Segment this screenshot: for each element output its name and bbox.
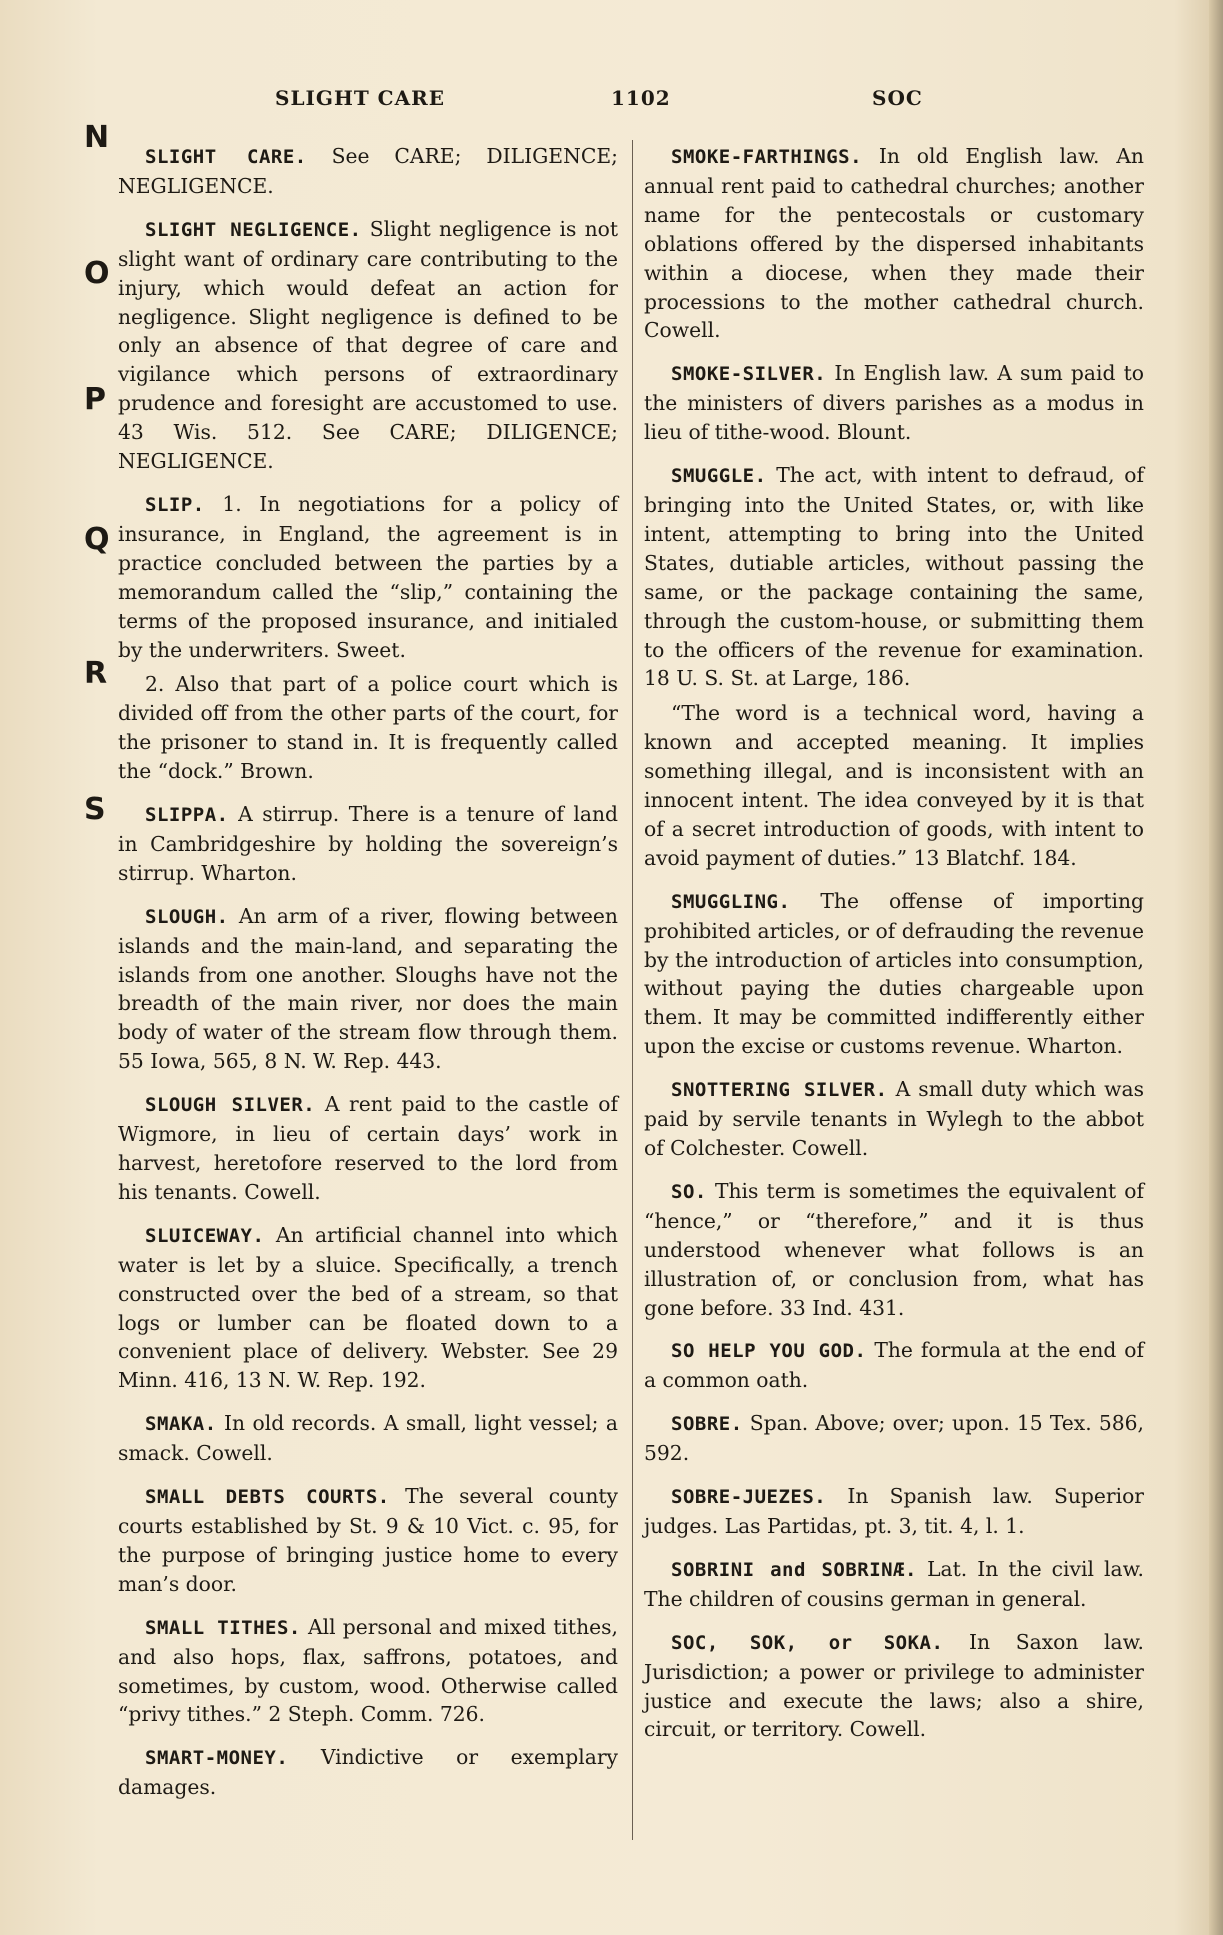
- entry-headword: SOBRE-JUEZES.: [671, 1486, 827, 1509]
- entry-definition: In Saxon law. Jurisdiction; a power or privilege to administer justice and execute the laws; also a shire, circuit, or territory. Cowell.: [644, 1629, 1145, 1742]
- thumb-index-letter: S: [84, 792, 106, 827]
- entry-headword: SMUGGLE.: [671, 465, 767, 488]
- running-header: [275, 86, 923, 116]
- dictionary-entry-continuation: [118, 670, 618, 786]
- entry-definition: The formula at the end of a common oath.: [644, 1338, 1144, 1393]
- entry-headword: SMOKE-SILVER.: [671, 363, 827, 386]
- entry-definition: Lat. In the civil law. The children of cousins german in general.: [644, 1556, 1144, 1611]
- entry-definition: The several county courts established by St. 9 & 10 Vict. c. 95, for the purpose of bringing justice home to every man’s door.: [118, 1484, 618, 1596]
- entry-definition: The act, with intent to defraud, of bringing into the United States, or, with like intent, attempting to bring into the United States, dutiable articles, without passing the same, or the package containing the same, through the custom-house, or submitting them to the officers of the revenue for examination. 18 U. S. St. at Large, 186.: [644, 463, 1144, 691]
- thumb-index-letter: P: [84, 382, 106, 417]
- entry-definition: See CARE; DILIGENCE; NEGLIGENCE.: [118, 144, 618, 198]
- dictionary-entry: [118, 902, 618, 1076]
- entry-headword: SNOTTERING SILVER.: [671, 1079, 888, 1102]
- entry-headword: SOBRE.: [671, 1413, 743, 1436]
- entry-headword: SOC, SOK, or SOKA.: [671, 1631, 944, 1654]
- entry-definition: Span. Above; over; upon. 15 Tex. 586, 592.: [644, 1411, 1144, 1466]
- dictionary-entry: [118, 1482, 618, 1599]
- entry-headword: SLUICEWAY.: [145, 1224, 265, 1247]
- entry-definition: The offense of importing prohibited articles, or of defrauding the revenue by the introduction of articles into consumption, without paying the duties chargeable upon them. It may be committed indifferently either upon the excise or customs revenue. Wharton.: [644, 888, 1144, 1059]
- dictionary-entry: [118, 1613, 618, 1730]
- entry-definition: A rent paid to the castle of Wigmore, in lieu of certain days’ work in harvest, heretofore reserved to the lord from his tenants. Cowell.: [118, 1092, 618, 1204]
- entry-headword: SLIGHT CARE.: [145, 146, 307, 168]
- thumb-index-letter: O: [84, 256, 110, 291]
- entry-headword: SO HELP YOU GOD.: [671, 1340, 867, 1363]
- entry-headword: SOBRINI and SOBRINÆ.: [671, 1558, 917, 1581]
- dictionary-entry: [644, 1177, 1144, 1323]
- entry-headword: SO.: [671, 1180, 707, 1203]
- column-divider: [632, 140, 633, 1840]
- entry-definition: All personal and mixed tithes, and also hops, flax, saffrons, potatoes, and sometimes, by custom, wood. Otherwise called “privy tithes.” 2 Steph. Comm. 726.: [118, 1614, 618, 1727]
- dictionary-entry: [644, 359, 1144, 447]
- dictionary-entry: [644, 887, 1144, 1061]
- entry-headword: SMALL DEBTS COURTS.: [145, 1486, 390, 1509]
- dictionary-entry: [644, 142, 1144, 345]
- entry-definition: In old records. A small, light vessel; a smack. Cowell.: [118, 1411, 618, 1466]
- entry-headword: SMAKA.: [145, 1413, 217, 1436]
- dictionary-entry: [118, 800, 618, 888]
- thumb-index-letter: N: [84, 120, 110, 155]
- entry-headword: SMOKE-FARTHINGS.: [671, 146, 863, 168]
- dictionary-entry: [118, 142, 618, 201]
- entry-headword: SLIP.: [145, 493, 205, 516]
- book-spine-edge: [1209, 0, 1223, 1935]
- dictionary-entry-quotation: [644, 699, 1144, 872]
- dictionary-entry: [644, 1336, 1144, 1395]
- entry-definition: A stirrup. There is a tenure of land in Cambridgeshire by holding the sovereign’s stirrup. Wharton.: [118, 802, 618, 885]
- entry-definition: 1. In negotiations for a policy of insurance, in England, the agreement is in practice concluded between the parties by a memorandum called the “slip,” containing the terms of the proposed insurance, and initialed by the underwriters. Sweet.: [118, 491, 618, 662]
- entry-definition: An arm of a river, flowing between islands and the main-land, and separating the islands from one another. Sloughs have not the breadth of the main river, nor does the main body of water of the stream flow through them. 55 Iowa, 565, 8 N. W. Rep. 443.: [118, 903, 618, 1074]
- dictionary-entry: [644, 461, 1144, 693]
- dictionary-entry: [644, 1482, 1144, 1541]
- dictionary-entry: [118, 1090, 618, 1207]
- right-column: [644, 142, 1144, 1758]
- dictionary-entry: [644, 1628, 1144, 1745]
- entry-headword: SLOUGH SILVER.: [145, 1094, 316, 1117]
- entry-definition: In English law. A sum paid to the ministers of divers parishes as a modus in lieu of tithe-wood. Blount.: [644, 361, 1144, 445]
- entry-definition: An artificial channel into which water is let by a sluice. Specifically, a trench constructed over the bed of a stream, so that logs or lumber can be floated down to a convenient place of delivery. Webster. See 29 Minn. 416, 13 N. W. Rep. 192.: [118, 1222, 618, 1393]
- entry-definition: A small duty which was paid by servile tenants in Wylegh to the abbot of Colchester. Cowell.: [644, 1077, 1144, 1160]
- entry-headword: SMUGGLING.: [671, 890, 791, 913]
- entry-headword: SLIPPA.: [145, 804, 229, 827]
- header-guide-word-left: SLIGHT CARE: [275, 86, 445, 110]
- entry-definition: In Spanish law. Superior judges. Las Partidas, pt. 3, tit. 4, l. 1.: [644, 1484, 1145, 1538]
- thumb-index-letter: R: [84, 656, 108, 691]
- entry-headword: SMALL TITHES.: [145, 1616, 301, 1639]
- dictionary-entry: [118, 1743, 618, 1802]
- left-column: [118, 142, 618, 1816]
- entry-definition: 2. Also that part of a police court which is divided off from the other parts of the court, for the prisoner to stand in. It is frequently called the “dock.” Brown.: [118, 672, 618, 784]
- header-guide-word-right: SOC: [872, 86, 923, 110]
- dictionary-entry: [118, 1409, 618, 1468]
- dictionary-entry: [118, 1221, 618, 1395]
- dictionary-entry: [644, 1409, 1144, 1468]
- entry-definition: This term is sometimes the equivalent of “hence,” or “therefore,” and it is thus understood whenever what follows is an illustration of, or conclusion from, what has gone before. 33 Ind. 431.: [644, 1178, 1144, 1320]
- page-number: 1102: [611, 86, 671, 110]
- entry-definition: Slight negligence is not slight want of ordinary care contributing to the injury, which would defeat an action for negligence. Slight negligence is defined to be only an absence of that degree of care and vigilance which persons of extraordinary prudence and foresight are accustomed to use. 43 Wis. 512. See CARE; DILIGENCE; NEGLIGENCE.: [118, 216, 619, 474]
- dictionary-entry: [644, 1075, 1144, 1163]
- dictionary-entry: [118, 490, 618, 664]
- entry-definition: “The word is a technical word, having a known and accepted meaning. It implies something illegal, and is inconsistent with an innocent intent. The idea conveyed by it is that of a secret introduction of goods, with intent to avoid payment of duties.” 13 Blatchf. 184.: [644, 701, 1144, 870]
- thumb-index-letter: Q: [84, 522, 110, 557]
- entry-definition: In old English law. An annual rent paid to cathedral churches; another name for the pentecostals or customary oblations offered by the dispersed inhabitants within a diocese, when they made their processions to the mother cathedral church. Cowell.: [644, 144, 1144, 343]
- entry-headword: SLIGHT NEGLIGENCE.: [145, 218, 362, 241]
- entry-headword: SMART-MONEY.: [145, 1747, 289, 1770]
- entry-definition: Vindictive or exemplary damages.: [118, 1745, 619, 1800]
- entry-headword: SLOUGH.: [145, 905, 229, 928]
- dictionary-entry: [644, 1555, 1144, 1614]
- dictionary-entry: [118, 215, 618, 476]
